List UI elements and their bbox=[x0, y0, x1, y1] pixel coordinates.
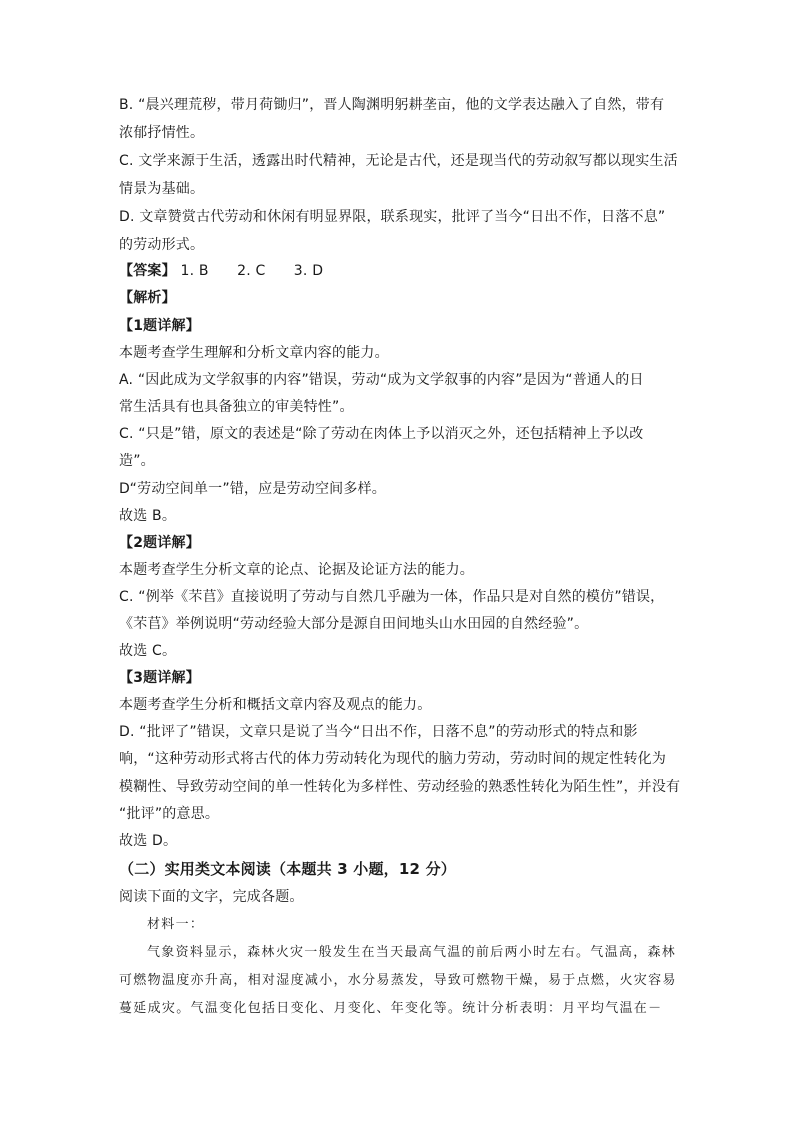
option-d-line-2: 的劳动形式。 bbox=[119, 237, 205, 253]
option-b-line-1: B. “晨兴理荒秽，带月荷锄归”，晋人陶渊明躬耕垄亩，他的文学表达融入了自然，带有 bbox=[119, 97, 665, 113]
instruction: 阅读下面的文字，完成各题。 bbox=[119, 889, 304, 905]
q1-conclusion: 故选 B。 bbox=[119, 508, 177, 524]
material-line: 气象资料显示，森林火灾一般发生在当天最高气温的前后两小时左右。气温高，森林 bbox=[147, 945, 677, 960]
section-title: （二）实用类文本阅读（本题共 3 小题，12 分） bbox=[119, 860, 456, 878]
q3-header: 【3题详解】 bbox=[119, 670, 200, 686]
q3-line: “批评”的意思。 bbox=[119, 806, 220, 822]
q1-line: 常生活具有也具备独立的审美特性”。 bbox=[119, 399, 354, 415]
q1-line: A. “因此成为文学叙事的内容”错误，劳动“成为文学叙事的内容”是因为“普通人的日 bbox=[119, 372, 644, 388]
q3-line: D. “批评了”错误，文章只是说了当今“日出不作，日落不息”的劳动形式的特点和影 bbox=[119, 724, 638, 740]
option-c-line-2: 情景为基础。 bbox=[119, 181, 205, 197]
q3-line: 模糊性、导致劳动空间的单一性转化为多样性、劳动经验的熟悉性转化为陌生性”，并没有 bbox=[119, 779, 681, 795]
q2-line: 本题考查学生分析文章的论点、论据及论证方法的能力。 bbox=[119, 562, 474, 578]
material-line: 可燃物温度亦升高，相对湿度减小，水分易蒸发，导致可燃物干燥，易于点燃，火灾容易 bbox=[119, 973, 677, 988]
q1-header: 【1题详解】 bbox=[119, 318, 200, 334]
analysis-label: 【解析】 bbox=[119, 290, 176, 306]
q2-line: C. “例举《芣苢》直接说明了劳动与自然几乎融为一体，作品只是对自然的模仿”错误， bbox=[119, 589, 665, 605]
q2-line: 《芣苢》举例说明“劳动经验大部分是源自田间地头山水田园的自然经验”。 bbox=[119, 616, 589, 632]
q1-line: C. “只是”错，原文的表述是“除了劳动在肉体上予以消灭之外，还包括精神上予以改 bbox=[119, 426, 644, 442]
q3-line: 本题考查学生分析和概括文章内容及观点的能力。 bbox=[119, 697, 432, 713]
q1-line: 本题考查学生理解和分析文章内容的能力。 bbox=[119, 345, 389, 361]
q2-header: 【2题详解】 bbox=[119, 535, 200, 551]
answer-item: 2. C bbox=[237, 263, 266, 279]
material-line: 蔓延成灾。气温变化包括日变化、月变化、年变化等。统计分析表明：月平均气温在－ bbox=[119, 1001, 663, 1016]
material-label: 材料一： bbox=[147, 917, 205, 932]
q1-line: 造”。 bbox=[119, 453, 155, 469]
answer-item: 1. B bbox=[180, 263, 209, 279]
q3-line: 响，“这种劳动形式将古代的体力劳动转化为现代的脑力劳动，劳动时间的规定性转化为 bbox=[119, 751, 667, 767]
option-d-line-1: D. 文章赞赏古代劳动和休闲有明显界限，联系现实，批评了当今“日出不作，日落不息” bbox=[119, 209, 666, 225]
q1-line: D“劳动空间单一”错，应是劳动空间多样。 bbox=[119, 481, 386, 497]
answer-item: 3. D bbox=[293, 263, 324, 279]
option-b-line-2: 浓郁抒情性。 bbox=[119, 125, 205, 141]
q2-conclusion: 故选 C。 bbox=[119, 643, 177, 659]
answer-label: 【答案】 bbox=[119, 263, 176, 279]
option-c-line-1: C. 文学来源于生活，透露出时代精神，无论是古代，还是现当代的劳动叙写都以现实生活 bbox=[119, 153, 678, 169]
answer-line bbox=[119, 262, 323, 280]
q3-conclusion: 故选 D。 bbox=[119, 833, 178, 849]
